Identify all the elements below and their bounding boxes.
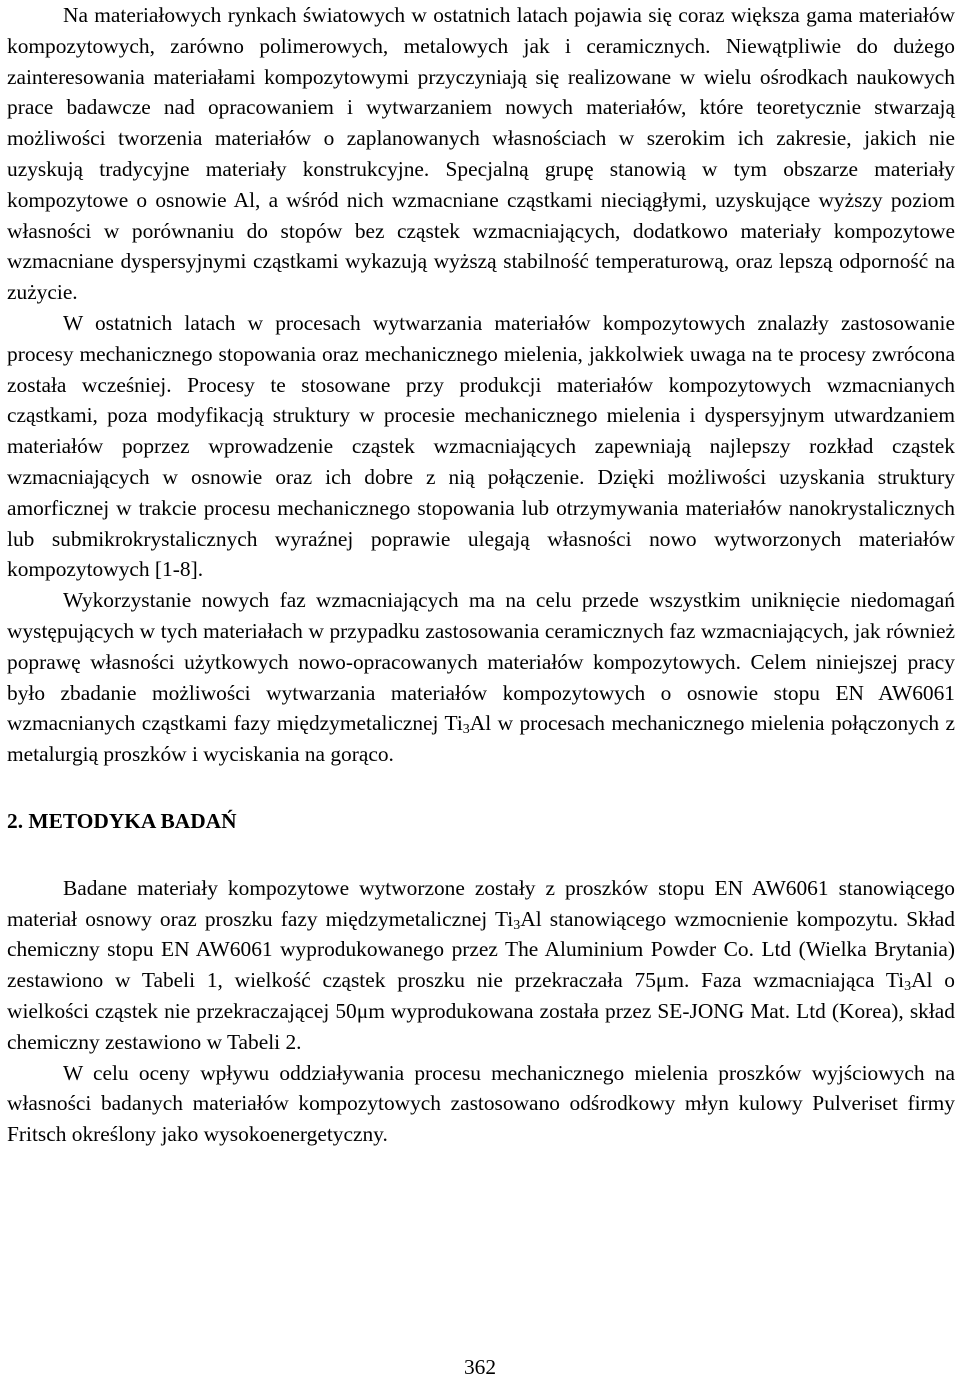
- paragraph-text: W celu oceny wpływu oddziaływania procesu mechanicznego mielenia proszków wyjściowych na własności badanych materiałów kompozytowych zastosowano odśrodkowy młyn kulowy Pulveriset firmy Fritsch określony jako wysokoenergetyczny.: [7, 1060, 955, 1147]
- subscript: 3: [904, 979, 912, 995]
- paragraph-text: Al o wielkości cząstek nie przekraczającej 50μm wyprodukowana została przez SE-JONG Mat. Ltd (Korea), skład chemiczny zestawiono w Tabeli 2.: [7, 968, 955, 1054]
- paragraph-text: Na materiałowych rynkach światowych w ostatnich latach pojawia się coraz większa gama materiałów kompozytowych, zarówno polimerowych, metalowych jak i ceramicznych. Niewątpliwie do dużego zainteresowania materiałami kompozytowymi przyczyniają się realizowane w wielu ośrodkach naukowych prace badawcze nad opracowaniem i wytwarzaniem nowych materiałów, które teoretycznie stwarzają możliwości tworzenia materiałów o zaplanowanych własnościach w szerokim ich zakresie, jakich nie uzyskują tradycyjne materiały konstrukcyjne. Specjalną grupę stanowią w tym obszarze materiały kompozytowe o osnowie Al, a wśród nich wzmacniane cząstkami nieciągłymi, uzyskujące wyższy poziom własności w porównaniu do stopów bez cząstek wzmacniających, dodatkowo materiały kompozytowe wzmacniane dyspersyjnymi cząstkami wykazują wyższą stabilność temperaturową, oraz lepszą odporność na zużycie.: [7, 3, 955, 305]
- paragraph-research-goal: [7, 585, 955, 770]
- subscript: 3: [513, 917, 521, 933]
- paragraph-text: Wykorzystanie nowych faz wzmacniających ma na celu przede wszystkim uniknięcie niedomagań występujących w tych materiałach w przypadku zastosowania ceramicznych faz wzmacniających, jak również poprawę własności użytkowych nowo-opracowanych materiałów kompozytowych. Celem niniejszej pracy było zbadanie możliwości wytwarzania materiałów kompozytowych o osnowie stopu EN AW6061 wzmacnianych cząstkami fazy międzymetalicznej Ti: [7, 588, 955, 736]
- paragraph-text: W ostatnich latach w procesach wytwarzania materiałów kompozytowych znalazły zastosowanie procesy mechanicznego stopowania oraz mechanicznego mielenia, jakkolwiek uwaga na te procesy zwrócona została wcześniej. Procesy te stosowane przy produkcji materiałów kompozytowych wzmacnianych cząstkami, poza modyfikacją struktury w procesie mechanicznego mielenia i dyspersyjnym utwardzaniem materiałów poprzez wprowadzenie cząstek wzmacniających zapewniają najlepszy rozkład cząstek wzmacniających w osnowie oraz ich dobre z nią połączenie. Dzięki możliwości uzyskania struktury amorficznej w trakcie procesu mechanicznego stopowania lub otrzymywania materiałów nanokrystalicznych lub submikrokrystalicznych wyraźnej poprawie ulegają własności nowo wytworzonych materiałów kompozytowych [1-8].: [7, 310, 955, 582]
- subscript: 3: [462, 722, 470, 738]
- section-heading: 2. METODYKA BADAŃ: [7, 808, 237, 833]
- paragraph-milling: [7, 1058, 955, 1150]
- paragraph-introduction: [7, 0, 955, 308]
- paragraph-materials: [7, 873, 955, 1058]
- page-number: 362: [463, 1355, 497, 1379]
- paragraph-text: Al w procesach mechanicznego mielenia połączonych z metalurgią proszków i wyciskania na gorąco.: [7, 711, 955, 767]
- document-page: [7, 0, 955, 1150]
- paragraph-text: Badane materiały kompozytowe wytworzone zostały z proszków stopu EN AW6061 stanowiącego materiał osnowy oraz proszku fazy międzymetalicznej Ti: [7, 875, 955, 931]
- paragraph-text: Al stanowiącego wzmocnienie kompozytu. Skład chemiczny stopu EN AW6061 wyprodukowanego przez The Aluminium Powder Co. Ltd (Wielka Brytania) zestawiono w Tabeli 1, wielkość cząstek proszku nie przekraczała 75μm. Faza wzmacniająca Ti: [7, 906, 955, 993]
- paragraph-mechanical-alloying: [7, 308, 955, 585]
